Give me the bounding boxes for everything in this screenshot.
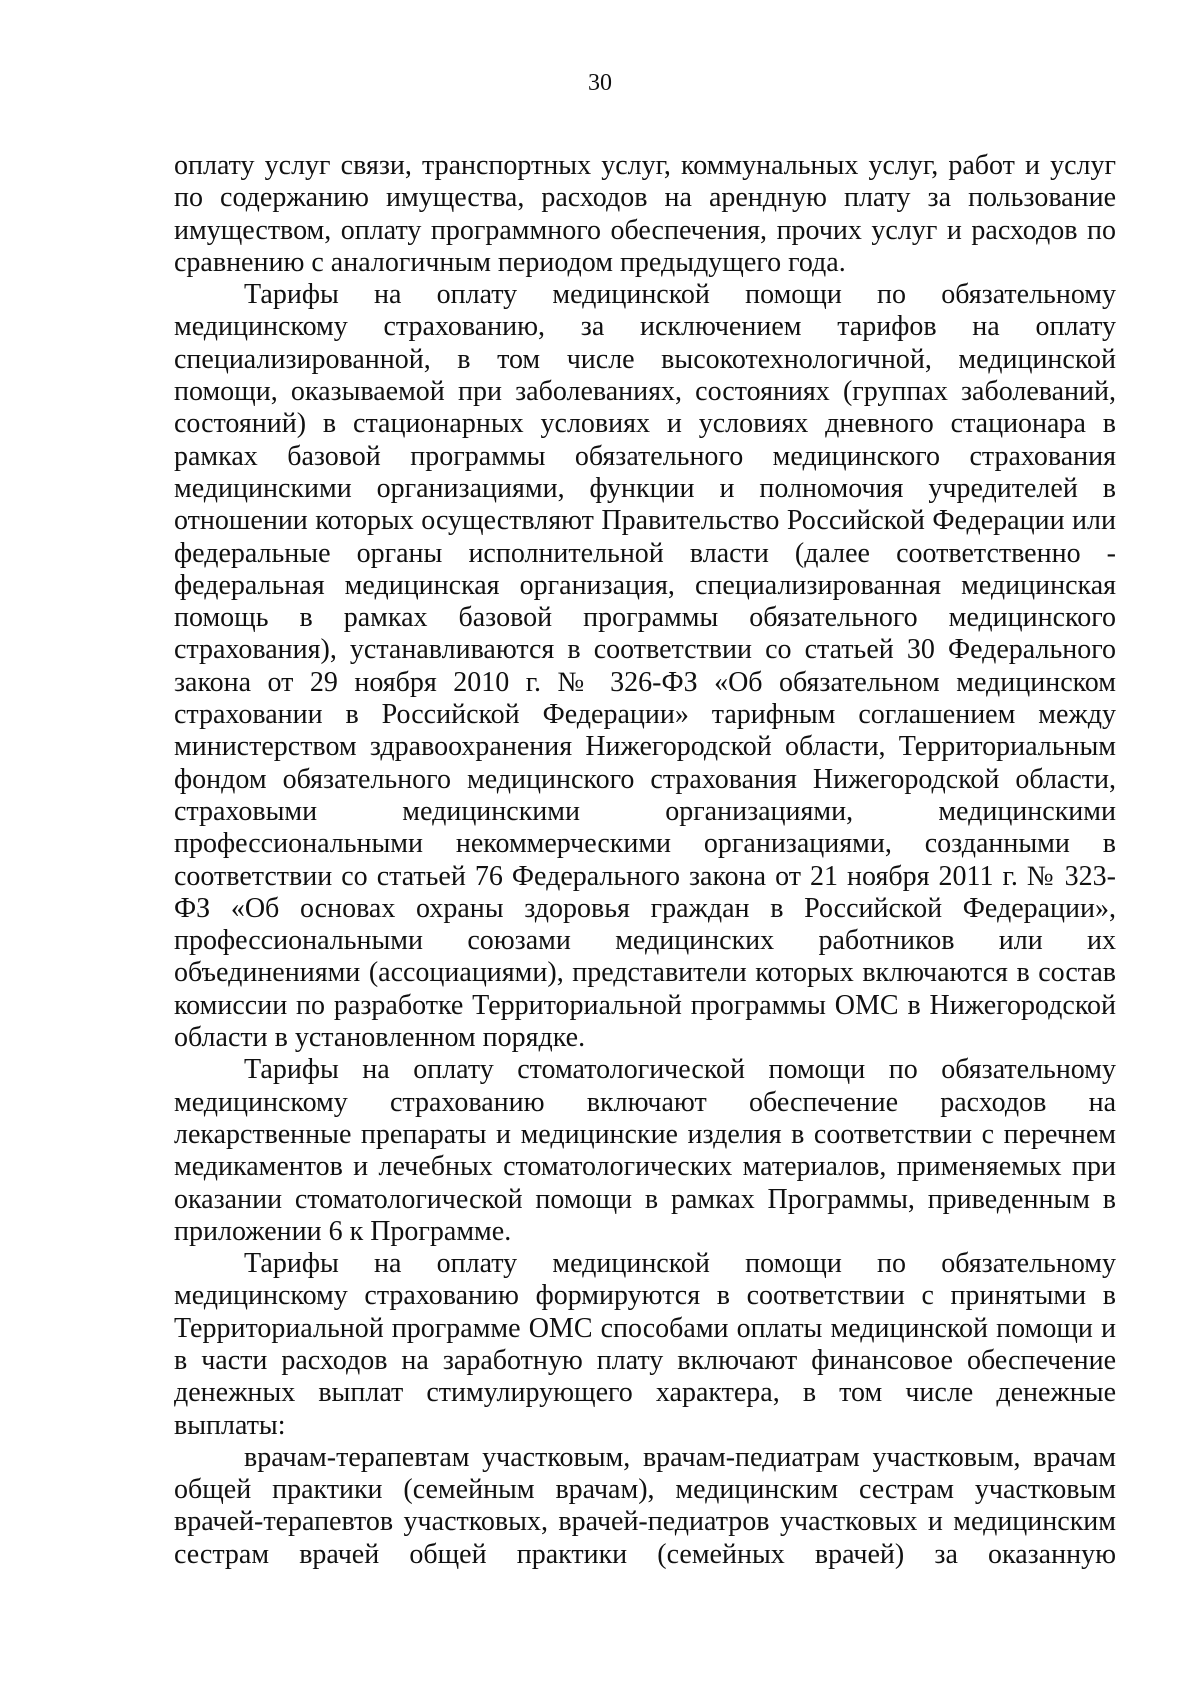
paragraph-3: Тарифы на оплату стоматологической помощи по обязательному медицинскому страхованию включают обеспечение расходов на лекарственные препараты и медицинские изделия в соответствии с перечнем медикаментов и лечебных стоматологических материалов, применяемых при оказании стоматологической помощи в рамках Программы, приведенным в приложении 6 к Программе. <box>174 1054 1116 1247</box>
paragraph-1: оплату услуг связи, транспортных услуг, коммунальных услуг, работ и услуг по содержанию имущества, расходов на арендную плату за пользование имуществом, оплату программного обеспечения, прочих услуг и расходов по сравнению с аналогичным периодом предыдущего года. <box>174 150 1116 278</box>
paragraph-5: врачам-терапевтам участковым, врачам-педиатрам участковым, врачам общей практики (семейным врачам), медицинским сестрам участковым врачей-терапевтов участковых, врачей-педиатров участковых и медицинским сестрам врачей общей практики (семейных врачей) за оказанную <box>174 1441 1116 1570</box>
page-number: 30 <box>588 70 612 96</box>
paragraph-4: Тарифы на оплату медицинской помощи по обязательному медицинскому страхованию формируются в соответствии с принятыми в Территориальной программе ОМС способами оплаты медицинской помощи и в части расходов на заработную плату включают финансовое обеспечение денежных выплат стимулирующего характера, в том числе денежные выплаты: <box>174 1248 1116 1441</box>
paragraph-2: Тарифы на оплату медицинской помощи по обязательному медицинскому страхованию, за исключением тарифов на оплату специализированной, в том числе высокотехнологичной, медицинской помощи, оказываемой при заболеваниях, состояниях (группах заболеваний, состояний) в стационарных условиях и условиях дневного стационара в рамках базовой программы обязательного медицинского страхования медицинскими организациями, функции и полномочия учредителей в отношении которых осуществляют Правительство Российской Федерации или федеральные органы исполнительной власти (далее соответственно - федеральная медицинская организация, специализированная медицинская помощь в рамках базовой программы обязательного медицинского страхования), устанавливаются в соответствии со статьей 30 Федерального закона от 29 ноября 2010 г. № 326-ФЗ «Об обязательном медицинском страховании в Российской Федерации» тарифным соглашением между министерством здравоохранения Нижегородской области, Территориальным фондом обязательного медицинского страхования Нижегородской области, страховыми медицинскими организациями, медицинскими профессиональными некоммерческими организациями, созданными в соответствии со статьей 76 Федерального закона от 21 ноября 2011 г. № 323-ФЗ «Об основах охраны здоровья граждан в Российской Федерации», профессиональными союзами медицинских работников или их объединениями (ассоциациями), представители которых включаются в состав комиссии по разработке Территориальной программы ОМС в Нижегородской области в установленном порядке. <box>174 279 1116 1054</box>
document-body <box>174 150 1116 1571</box>
